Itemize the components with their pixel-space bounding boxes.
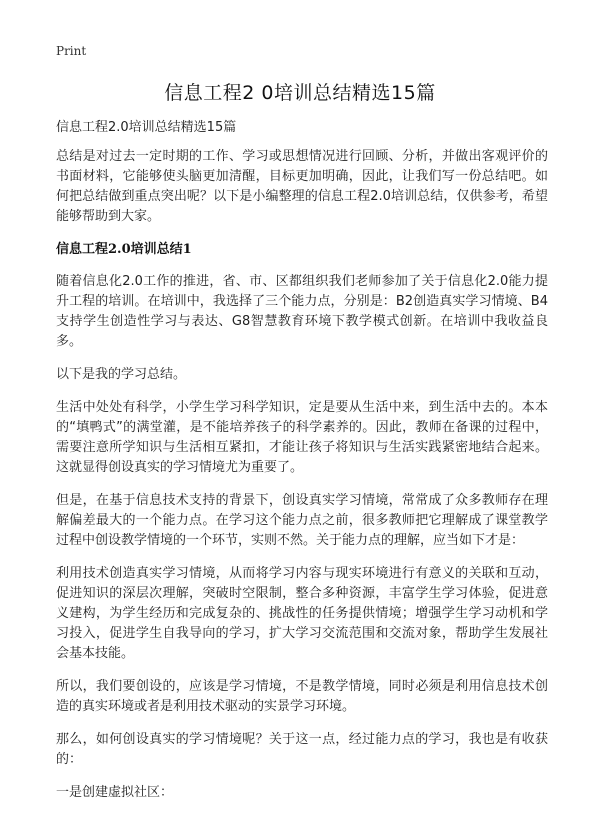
body-paragraph: 以下是我的学习总结。: [56, 367, 187, 382]
body-paragraph: 那么，如何创设真实的学习情境呢？关于这一点，经过能力点的学习，我也是有收获的：: [56, 732, 548, 767]
section-heading: 信息工程2.0培训总结1: [56, 242, 192, 257]
body-paragraph: 所以，我们要创设的，应该是学习情境，不是教学情境，同时必须是利用信息技术创造的真实环境或者是利用技术驱动的实景学习环境。: [56, 679, 548, 714]
body-paragraph: 利用技术创造真实学习情境，从而将学习内容与现实环境进行有意义的关联和互动，促进知识的深层次理解，突破时空限制，整合多种资源，丰富学生学习体验，促进意义建构，为学生经历和完成复杂的、挑战性的任务提供情境；增强学生学习动机和学习投入，促进学生自我导向的学习，扩大学习交流范围和交流对象，帮助学生发展社会基本技能。: [56, 566, 548, 661]
body-paragraph: 但是，在基于信息技术支持的背景下，创设真实学习情境，常常成了众多教师存在理解偏差最大的一个能力点。在学习这个能力点之前，很多教师把它理解成了课堂教学过程中创设教学情境的一个环节，实则不然。关于能力点的理解，应当如下才是：: [56, 493, 548, 548]
intro-paragraph: 总结是对过去一定时期的工作、学习或思想情况进行回顾、分析，并做出客观评价的书面材料，它能够使头脑更加清醒，目标更加明确，因此，让我们写一份总结吧。如何把总结做到重点突出呢？以下是小编整理的信息工程2.0培训总结，仅供参考，希望能够帮助到大家。: [56, 149, 548, 224]
body-paragraph: 生活中处处有科学，小学生学习科学知识，定是要从生活中来，到生活中去的。本本的“填鸭式”的满堂灌，是不能培养孩子的科学素养的。因此，教师在备课的过程中，需要注意所学知识与生活相互紧扣，才能让孩子将知识与生活实践紧密地结合起来。这就显得创设真实的学习情境尤为重要了。: [56, 400, 548, 475]
document-title: 信息工程2 0培训总结精选15篇: [164, 82, 436, 104]
body-paragraph: 随着信息化2.0工作的推进，省、市、区都组织我们老师参加了关于信息化2.0能力提升工程的培训。在培训中，我选择了三个能力点，分别是：B2创造真实学习情境、B4支持学生创造性学习与表达、G8智慧教育环境下教学模式创新。在培训中我收益良多。: [56, 274, 548, 349]
document-body: [56, 118, 548, 816]
document-subtitle: 信息工程2.0培训总结精选15篇: [56, 120, 237, 135]
print-link[interactable]: Print: [56, 44, 87, 58]
body-paragraph: 一是创建虚拟社区：: [56, 785, 174, 800]
